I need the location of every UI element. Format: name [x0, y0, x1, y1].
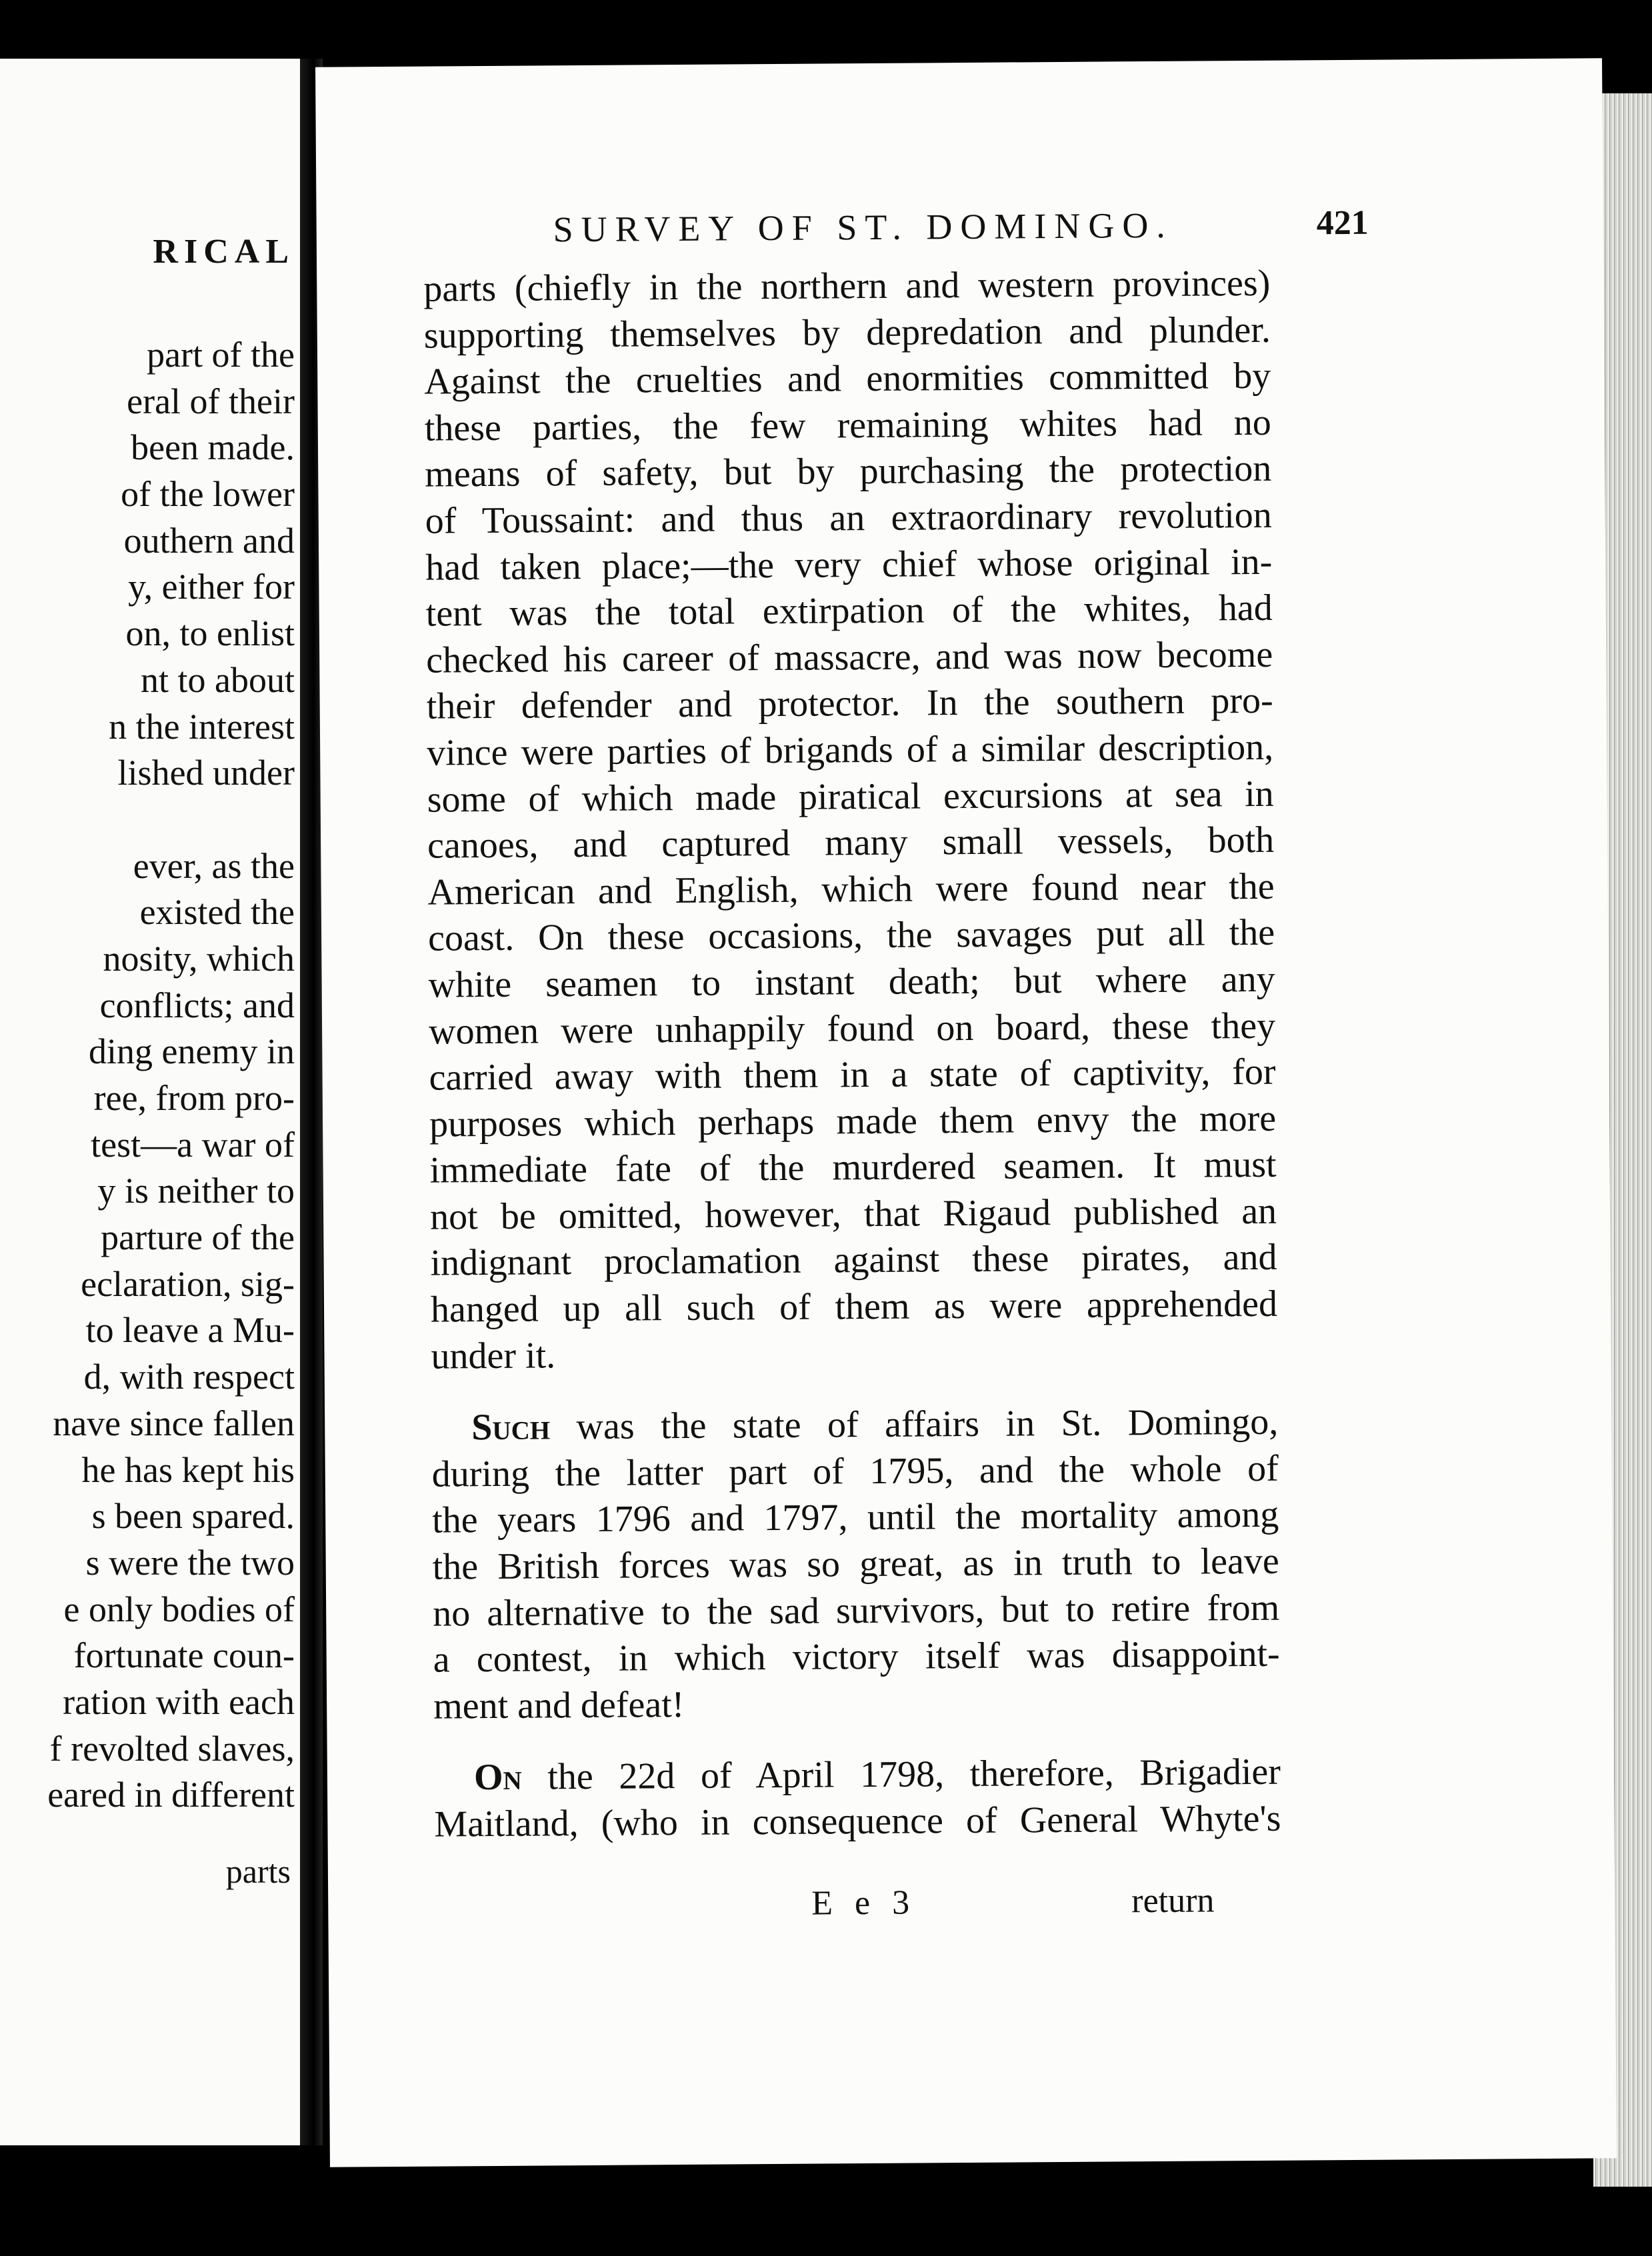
left-text-line: nt to about: [141, 659, 295, 700]
text-line-rest: was the state of affairs in St. Domingo,: [549, 1401, 1279, 1448]
left-text-line: outhern and: [123, 520, 295, 561]
left-text-line: d, with respect: [83, 1357, 295, 1397]
left-text-line: been made.: [131, 427, 295, 468]
body-text: [423, 261, 1281, 1848]
text-line: [431, 1399, 1278, 1451]
left-text-line: ding enemy in: [89, 1031, 295, 1072]
running-title: SURVEY OF ST. DOMINGO.: [553, 205, 1174, 250]
left-text-line: lished under: [117, 753, 295, 793]
text-line: tent was the total extirpation of the whites, had: [425, 587, 1273, 635]
text-line: American and English, which were found near the: [427, 865, 1275, 913]
left-text-line: eclaration, sig-: [81, 1263, 295, 1304]
left-text-line: s been spared.: [91, 1496, 295, 1537]
catchword: return: [1131, 1881, 1215, 1921]
text-line-rest: the 22d of April 1798, therefore, Brigadier: [521, 1751, 1281, 1799]
left-text-line: existed the: [139, 892, 295, 933]
left-catchword: parts: [225, 1853, 291, 1890]
left-text-line: f revolted slaves,: [49, 1728, 295, 1769]
text-line: women were unhappily found on board, these they: [428, 1005, 1276, 1053]
paragraph-lead-word: Such: [471, 1406, 551, 1449]
paragraph-lead-word: On: [473, 1757, 522, 1799]
text-line: Against the cruelties and enormities committed by: [424, 355, 1271, 403]
left-text-line: s were the two: [85, 1542, 295, 1583]
text-line: no alternative to the sad survivors, but to retire from: [433, 1587, 1280, 1635]
text-line: a contest, in which victory itself was disappoint-: [433, 1633, 1280, 1681]
left-running-head: RICAL: [153, 233, 295, 271]
text-line: coast. On these occasions, the savages put all the: [427, 912, 1275, 959]
left-text-line: [0, 797, 295, 843]
right-main-page: [315, 58, 1617, 2167]
text-line: under it.: [431, 1334, 556, 1377]
left-text-line: fortunate coun-: [73, 1635, 295, 1676]
left-text-column: [0, 332, 295, 1819]
left-text-line: he has kept his: [81, 1449, 295, 1490]
text-line: carried away with them in a state of captivity, for: [429, 1051, 1276, 1099]
left-text-line: test—a war of: [91, 1124, 295, 1165]
text-line: means of safety, but by purchasing the protection: [425, 448, 1272, 496]
left-text-line: y, either for: [128, 567, 295, 607]
left-text-line: nosity, which: [103, 938, 295, 979]
text-line: not be omitted, however, that Rigaud published an: [429, 1190, 1277, 1238]
text-line: during the latter part of 1795, and the whole of: [431, 1447, 1279, 1495]
left-text-line: on, to enlist: [125, 613, 295, 654]
text-line: checked his career of massacre, and was now become: [426, 633, 1273, 681]
left-text-line: eared in different: [47, 1775, 295, 1815]
text-line: [434, 1749, 1281, 1801]
text-line: immediate fate of the murdered seamen. It must: [429, 1144, 1277, 1191]
left-text-line: ever, as the: [133, 845, 295, 886]
text-line: the years 1796 and 1797, until the mortality among: [432, 1494, 1279, 1542]
running-head: [317, 201, 1603, 250]
left-text-line: ree, from pro-: [93, 1078, 295, 1118]
left-text-line: parture of the: [101, 1217, 295, 1258]
left-text-line: ration with each: [63, 1681, 295, 1722]
text-line: of Toussaint: and thus an extraordinary revolution: [425, 494, 1272, 542]
page-number: 421: [1316, 203, 1369, 243]
text-line: parts (chiefly in the northern and western provinces): [423, 262, 1271, 310]
text-line: the British forces was so great, as in truth to leave: [432, 1540, 1279, 1588]
left-text-line: conflicts; and: [99, 985, 295, 1025]
text-line: some of which made piratical excursions at sea in: [427, 773, 1274, 821]
left-text-line: n the interest: [109, 706, 295, 747]
left-text-line: e only bodies of: [63, 1589, 295, 1629]
text-line: ment and defeat!: [433, 1683, 685, 1727]
left-text-line: of the lower: [121, 474, 295, 515]
left-text-line: part of the: [147, 335, 295, 375]
left-facing-page: [0, 59, 300, 2145]
left-text-line: y is neither to: [97, 1171, 295, 1211]
text-line: Maitland, (who in consequence of General Whyte's: [434, 1797, 1281, 1845]
left-text-line: nave since fallen: [53, 1403, 295, 1443]
left-text-line: eral of their: [127, 381, 295, 421]
text-line: supporting themselves by depredation and plunder.: [423, 309, 1271, 357]
text-line: these parties, the few remaining whites had no: [424, 401, 1271, 449]
text-line: their defender and protector. In the southern pro-: [426, 680, 1273, 727]
text-line: purposes which perhaps made them envy the more: [429, 1097, 1277, 1145]
signature-mark: E e 3: [811, 1883, 917, 1923]
text-line: canoes, and captured many small vessels, both: [427, 819, 1275, 867]
left-text-line: to leave a Mu-: [85, 1310, 295, 1351]
text-line: hanged up all such of them as were apprehended: [430, 1283, 1278, 1331]
text-line: white seamen to instant death; but where any: [428, 958, 1275, 1006]
text-line: had taken place;—the very chief whose original in-: [425, 541, 1273, 589]
text-line: vince were parties of brigands of a similar description,: [426, 726, 1274, 774]
page-footer: [328, 1878, 1615, 1923]
text-line: indignant proclamation against these pirates, and: [430, 1237, 1277, 1285]
